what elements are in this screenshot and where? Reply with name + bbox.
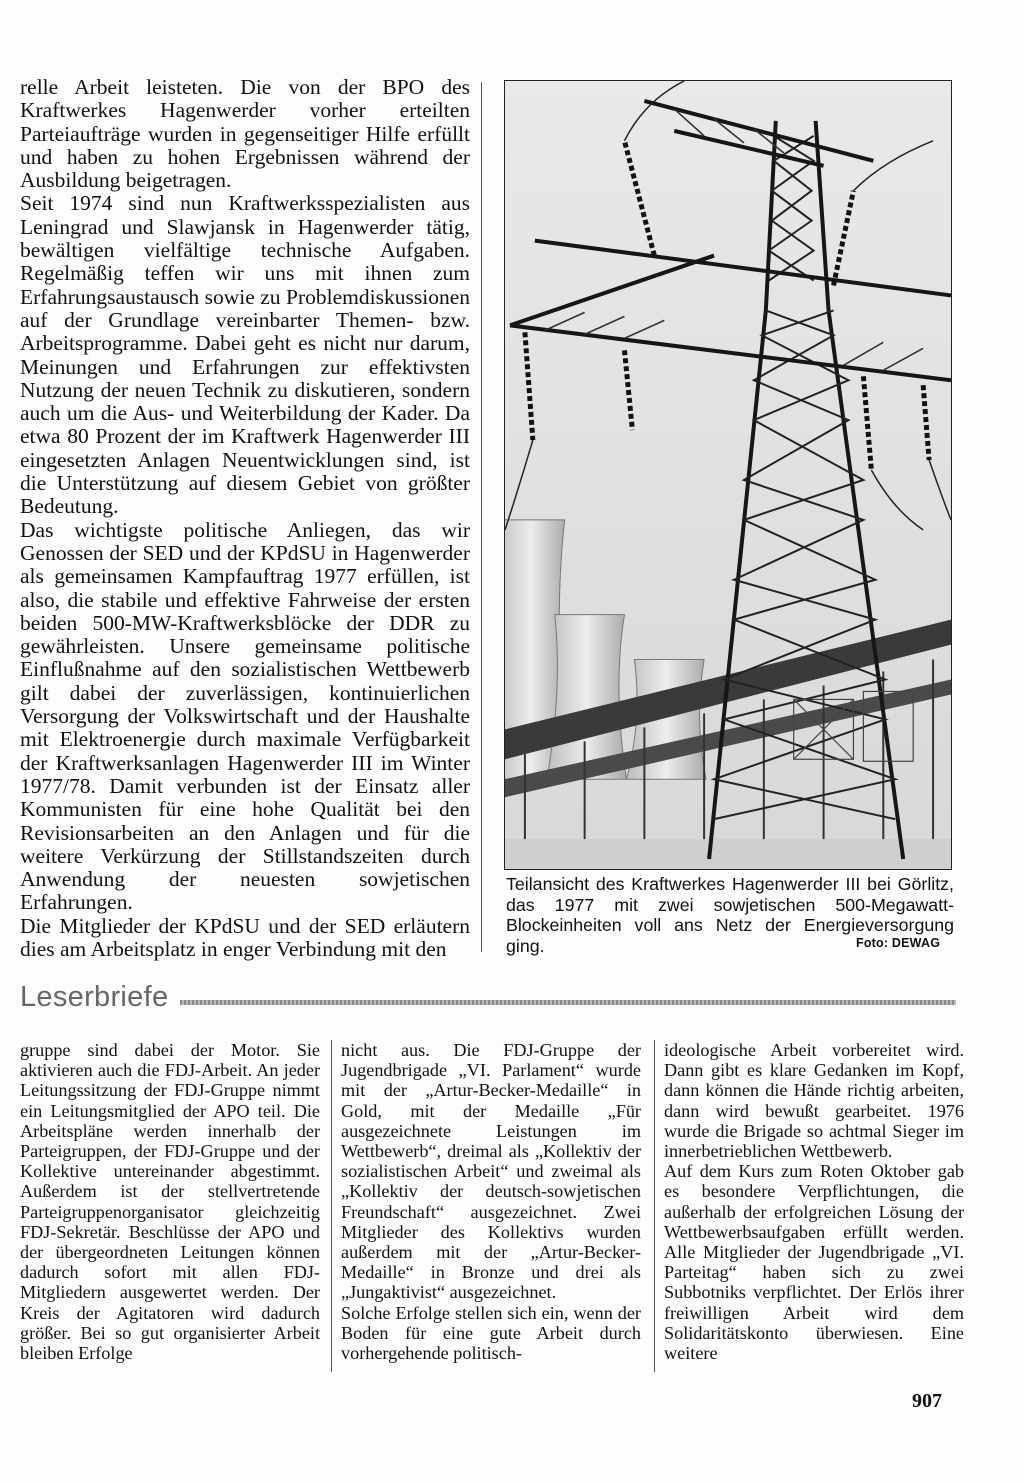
caption-text: Teilansicht des Kraftwerkes Hagenwerder III bei Görlitz, das 1977 mit zwei sowjetischen 500-Megawatt-Blockeinheiten voll ans Netz der Energieversorgung ging.	[506, 874, 954, 956]
paragraph: Die Mitglieder der KPdSU und der SED erläutern dies am Arbeitsplatz in enger Verbindung mit den	[20, 913, 470, 961]
photo-credit: Foto: DEWAG	[856, 936, 941, 950]
section-rule	[180, 1000, 956, 1005]
paragraph: ideologische Arbeit vorbereitet wird. Dann gibt es klare Gedanken im Kopf, dann können die Hände richtig arbeiten, dann wird bewußt gearbeitet. 1976 wurde die Brigade so achtmal Sieger im innerbetrieblichen Wettbewerb.	[664, 1040, 964, 1162]
page-number: 907	[912, 1390, 942, 1412]
article-column-top	[20, 76, 470, 961]
column-divider	[481, 82, 482, 952]
paragraph: nicht aus. Die FDJ-Gruppe der Jugendbrigade „VI. Parlament“ wurde mit der „Artur-Becker-Medaille“ in Gold, mit der Medaille „Für ausgezeichnete Leistungen im Wettbewerb“, dreimal als „Kollektiv der sozialistischen Arbeit“ und zweimal als „Kollektiv der deutsch-sowjetischen Freundschaft“ ausgezeichnet. Zwei Mitglieder des Kollektivs wurden außerdem mit der „Artur-Becker-Medaille“ in Bronze und drei als „Jungaktivist“ ausgezeichnet.	[341, 1040, 641, 1303]
paragraph: Auf dem Kurs zum Roten Oktober gab es besondere Verpflichtungen, die außerhalb der erfolgreichen Lösung der Wettbewerbsaufgaben erfüllt werden. Alle Mitglieder der Jugendbrigade „VI. Parteitag“ haben sich zu zwei Subbotniks verpflichtet. Der Erlös ihrer freiwilligen Arbeit wird dem Solidaritätskonto überwiesen. Eine weitere	[664, 1161, 964, 1364]
paragraph: Das wichtigste politische Anliegen, das wir Genossen der SED und der KPdSU in Hagenwerder als gemeinsamen Kampfauftrag 1977 erfüllen, ist also, die stabile und effektive Fahrweise der ersten beiden 500-MW-Kraftwerksblöcke der DDR zu gewährleisten. Unsere gemeinsame politische Einflußnahme auf den sozialistischen Wettbewerb gilt dabei der zuverlässigen, kontinuierlichen Versorgung der Volkswirtschaft und der Haushalte mit Elektroenergie durch maximale Verfügbarkeit der Kraftwerksanlagen Hagenwerder III im Winter 1977/78. Damit verbunden ist der Einsatz aller Kommunisten für eine hohe Qualität bei den Revisionsarbeiten an den Anlagen und für die weitere Verkürzung der Stillstandszeiten durch Anwendung der neuesten sowjetischen Erfahrungen.	[20, 517, 470, 915]
letters-column-2	[341, 1040, 641, 1363]
paragraph: gruppe sind dabei der Motor. Sie aktivieren auch die FDJ-Arbeit. An jeder Leitungssitzung der FDJ-Gruppe nimmt ein Leitungsmitglied der APO teil. Die Arbeitspläne werden innerhalb der Parteigruppen, der FDJ-Gruppe und der Kollektive untereinander abgestimmt. Außerdem ist der stellvertretende Parteigruppenorganisator gleichzeitig FDJ-Sekretär. Beschlüsse der APO und der übergeordneten Leitungen können dadurch sofort mit allen FDJ-Mitgliedern ausgewertet werden. Der Kreis der Agitatoren wird dadurch größer. Bei so gut organisierter Arbeit bleiben Erfolge	[20, 1040, 320, 1364]
column-divider	[331, 1040, 332, 1372]
column-divider	[654, 1040, 655, 1372]
paragraph: Seit 1974 sind nun Kraftwerksspezialisten aus Leningrad und Slawjansk in Hagenwerder tätig, bewältigen vielfältige technische Aufgaben. Regelmäßig teffen wir uns mit ihnen zum Erfahrungsaustausch sowie zu Problemdiskussionen auf der Grundlage vereinbarter Themen- bzw. Arbeitsprogramme. Dabei geht es nicht nur darum, Meinungen und Erfahrungen zur effektivsten Nutzung der neuen Technik zu diskutieren, sondern auch um die Aus- und Weiterbildung der Kader. Da etwa 80 Prozent der im Kraftwerk Hagenwerder III eingesetzten Anlagen Neuentwicklungen sind, ist die Unterstützung auf diesem Gebiet von größter Bedeutung.	[20, 191, 470, 519]
letters-column-1	[20, 1040, 320, 1363]
paragraph: relle Arbeit leisteten. Die von der BPO des Kraftwerkes Hagenwerder vorher erteilten Parteiaufträge wurden in gegenseitiger Hilfe erfüllt und haben zu hohen Ergebnissen während der Ausbildung beigetragen.	[20, 75, 470, 193]
section-title: Leserbriefe	[20, 981, 169, 1013]
power-plant-photo	[504, 80, 952, 870]
paragraph: Solche Erfolge stellen sich ein, wenn der Boden für eine gute Arbeit durch vorhergehende politisch-	[341, 1302, 641, 1364]
letters-column-3	[664, 1040, 964, 1363]
